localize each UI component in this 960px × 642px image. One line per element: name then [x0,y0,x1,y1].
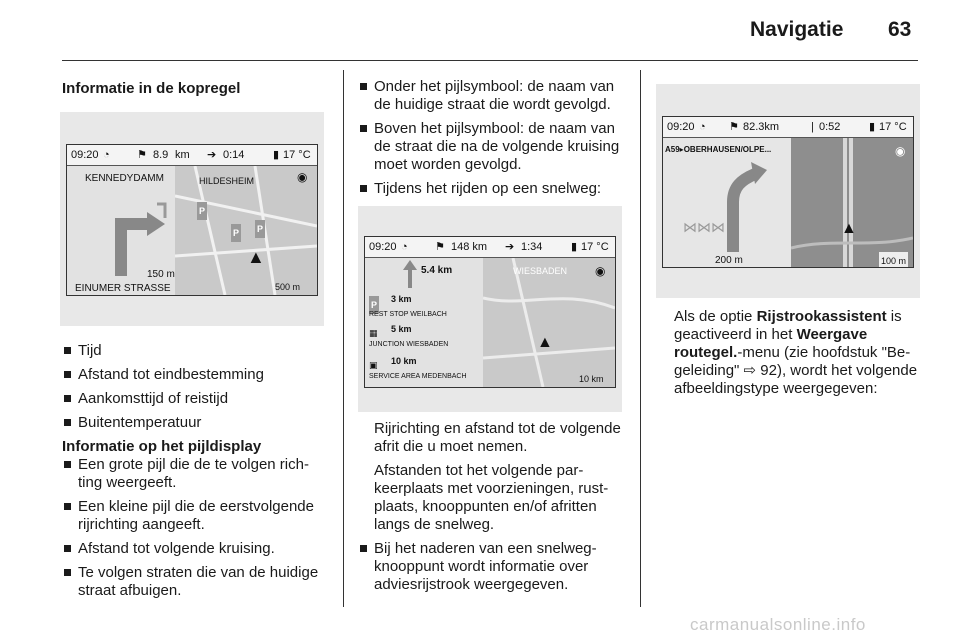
turn-distance: 200 m [715,255,743,266]
lane-panel [663,138,791,267]
nav-screen-1 [66,144,318,296]
temperature: 17 °C [581,241,609,253]
arrival-arrow-icon: ➔ [207,149,217,161]
distance-value: 82.3km [743,121,780,133]
clock-icon: ◔ [103,149,110,161]
text-run: -menu (zie hoofdstuk "Begeleiding" [674,344,911,379]
parking-icon: P [369,296,379,314]
compass-icon: ◉ [895,144,906,158]
status-bar [365,237,615,258]
vehicle-position-icon: ▲ [537,334,553,351]
next-street-label: KENNEDYDAMM [85,173,164,184]
city-label: WIESBADEN [513,266,568,276]
lane-assist-paragraph [656,308,922,398]
map-panel [791,138,913,267]
list-item: Te volgen straten die van de huidige straat afbuigen. [62,564,328,600]
list-item: Aankomsttijd of reistijd [62,390,328,408]
parking-icon: P [255,220,265,238]
watermark: carmanualsonline.info [690,615,866,634]
header-title: Navigatie [750,18,844,41]
nav-screen-3 [662,116,914,268]
status-bar [67,145,317,166]
arrival-time: 0:14 [223,149,245,161]
vehicle-position-icon: ▲ [247,247,265,267]
option-name: Rijstrookassistent [756,308,887,325]
page-reference-arrow-icon: ⇨ [743,362,757,379]
compass-icon: ◉ [595,264,606,278]
map-panel [483,258,615,387]
destination-flag-icon: ⚑ [729,121,739,133]
highway-caption [358,420,624,534]
list-item: Buitentemperatuur [62,414,328,432]
figure-1 [60,112,324,326]
city-label: HILDESHEIM [199,176,255,186]
thermometer-icon: ▮ [571,241,578,253]
exit-distance: 5 km [391,324,412,334]
exit-name: REST STOP WEILBACH [369,311,447,318]
compass-icon: ◉ [297,170,308,184]
current-street-label: EINUMER STRASSE [75,283,171,294]
column-3 [656,70,922,404]
figure-2 [358,206,622,412]
thermometer-icon: ▮ [869,121,876,133]
paragraph: Rijrichting en afstand tot de volgende afrit die u moet nemen. [374,420,621,455]
destination-flag-icon: ⚑ [435,241,445,253]
text-run: 92), wordt het volgende afbeeldingstype weergegeven: [674,362,918,397]
menu-name: Weergave routegel. [674,326,868,361]
arrow-display-list [62,456,328,600]
map-scale: 10 km [579,374,604,384]
turn-distance: 150 m [147,269,175,280]
thermometer-icon: ▮ [273,149,280,161]
arrival-time: 1:34 [521,241,543,253]
service-area-icon: ▣ [369,360,378,370]
temperature: 17 °C [879,121,907,133]
arrival-bar-icon: | [811,121,814,133]
destination-flag-icon: ⚑ [137,149,147,161]
nav-screen-2 [364,236,616,388]
column-2 [358,70,624,600]
list-item: Een grote pijl die de te volgen richting weergeeft. [62,456,328,492]
status-bar [663,117,913,138]
list-item: Onder het pijlsymbool: de naam van de huidige straat die wordt gevolgd. [358,78,624,114]
exit-name: JUNCTION WIESBADEN [369,341,449,348]
map-scale: 500 m [275,282,301,292]
text-run: is geactiveerd in het [674,308,902,343]
distance-value: 8.9 [153,149,169,161]
list-item: Afstand tot volgende kruising. [62,540,328,558]
exit-distance: 10 km [391,356,417,366]
road-sign-label: A59▸OBERHAUSEN/OLPE... [665,145,772,154]
map-panel [175,166,317,295]
parking-icon: P [231,224,241,242]
list-item: Boven het pijlsymbool: de naam van de straat die na de volgende kruising moet worden gevolgd. [358,120,624,174]
list-item: Afstand tot eindbestemming [62,366,328,384]
arrival-arrow-icon: ➔ [505,241,515,253]
clock-time: 09:20 [71,149,99,161]
arrival-time: 0:52 [819,121,841,133]
lane-arrow-icon [663,152,791,262]
list-item: Tijd [62,342,328,360]
exit-distance: 3 km [391,294,412,304]
text-run: Als de optie [674,308,757,325]
exit-name: SERVICE AREA MEDENBACH [369,373,467,380]
vehicle-position-icon: ▲ [841,220,857,237]
figure-3 [656,84,920,298]
street-info-list [358,78,624,198]
junction-icon: ▦ [369,328,378,338]
section-heading-pijldisplay: Informatie op het pijldisplay [62,438,262,455]
clock-time: 09:20 [369,241,397,253]
list-item: Bij het naderen van een snelwegknooppunt wordt informatie over adviesrijstrook weergegeven. [358,540,624,594]
parking-icon: P [197,202,207,220]
column-1 [62,70,328,606]
highway-panel [365,258,483,387]
next-exit-distance: 5.4 km [421,265,453,276]
list-item: Tijdens het rijden op een snelweg: [358,180,624,198]
distance-unit: km [175,149,190,161]
page-number: 63 [888,18,912,41]
list-item: Een kleine pijl die de eerstvolgende rijrichting aangeeft. [62,498,328,534]
section-heading-kopregel: Informatie in de kopregel [62,80,241,97]
clock-icon: ◔ [401,241,408,253]
header-rule [62,60,918,61]
header-info-list [62,342,328,432]
clock-time: 09:20 [667,121,695,133]
column-divider-2 [640,70,641,607]
distance-value: 148 km [451,241,488,253]
paragraph: Afstanden tot het volgende parkeerplaats met voorzieningen, rustplaats, knooppunten en/of afritten langs de snelweg. [374,462,609,533]
junction-list [358,540,624,594]
column-divider-1 [343,70,344,607]
svg-text:⋈⋈⋈: ⋈⋈⋈ [683,220,725,236]
map-scale: 100 m [879,252,908,268]
arrow-panel [67,166,175,295]
clock-icon: ◔ [699,121,706,133]
temperature: 17 °C [283,149,311,161]
